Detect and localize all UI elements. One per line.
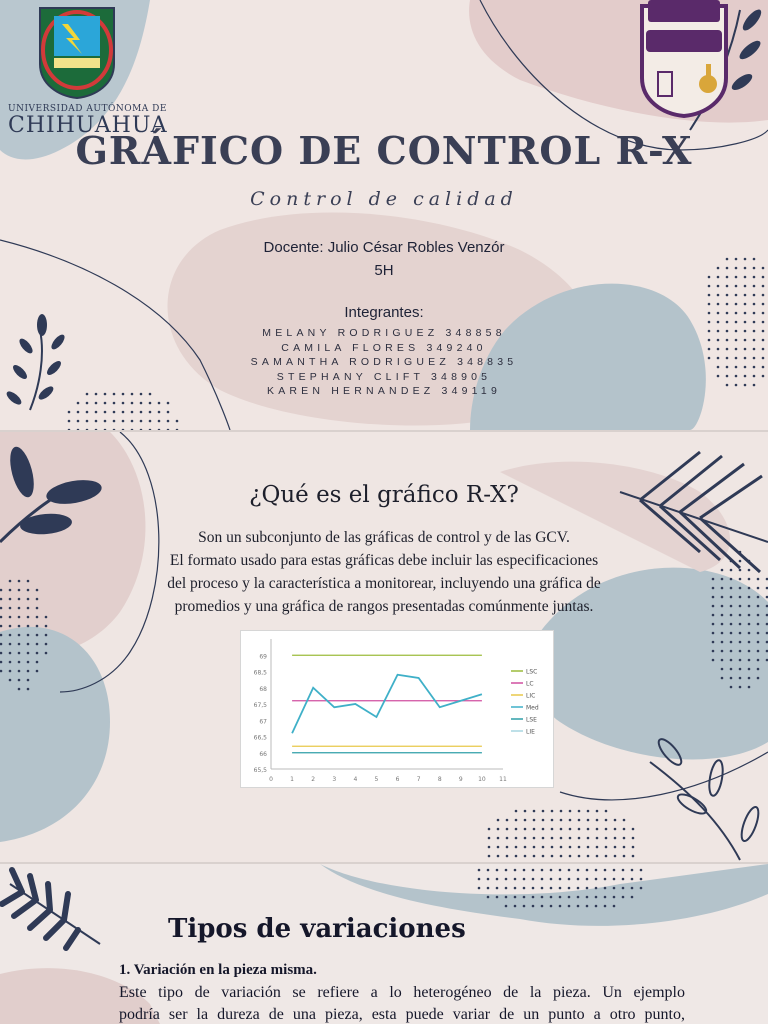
members-label: Integrantes:: [344, 304, 424, 321]
legend-label: LC: [526, 680, 534, 688]
slide-cover: [0, 0, 768, 430]
y-tick-label: 68,5: [253, 669, 267, 677]
x-tick-label: 0: [269, 776, 273, 783]
series-line-med: [292, 675, 482, 734]
definition-paragraph: [100, 526, 668, 618]
y-tick-label: 67,5: [253, 702, 267, 709]
paragraph-line: promedios y una gráfica de rangos presentadas comúnmente juntas.: [174, 598, 594, 615]
body-line: podría ser la dureza de una pieza, esta puede variar de un punto a otro punto,: [119, 1006, 685, 1023]
y-tick-label: 65,5: [253, 767, 267, 774]
control-chart: [240, 630, 554, 788]
x-tick-label: 10: [478, 776, 486, 783]
legend-label: LIE: [526, 728, 535, 736]
x-tick-label: 1: [290, 776, 295, 783]
legend-label: LSE: [526, 716, 537, 724]
paragraph-line: del proceso y la característica a monitorear, incluyendo una gráfica de: [167, 575, 601, 592]
uach-logo-icon: [36, 4, 118, 100]
member-name: STEPHANY CLIFT 348905: [276, 370, 492, 383]
y-tick-label: 67: [259, 718, 267, 726]
x-tick-label: 11: [499, 776, 507, 783]
x-tick-label: 4: [353, 776, 358, 783]
member-name: CAMILA FLORES 349240: [281, 341, 487, 354]
teacher-name: Docente: Julio César Robles Venzór: [263, 239, 505, 256]
slide-definition: [0, 432, 768, 862]
member-name: MELANY RODRIGUEZ 348858: [262, 327, 506, 339]
x-tick-label: 7: [416, 776, 421, 783]
paragraph-line: El formato usado para estas gráficas debe incluir las especificaciones: [169, 552, 599, 569]
variation-body: [119, 982, 685, 1024]
y-tick-label: 66,5: [253, 734, 267, 742]
section-heading: ¿Qué es el gráfico R-X?: [249, 482, 519, 508]
member-name: SAMANTHA RODRIGUEZ 348835: [250, 356, 518, 369]
x-tick-label: 6: [395, 776, 400, 783]
group-label: 5H: [374, 262, 394, 279]
y-tick-label: 66: [259, 750, 267, 758]
university-name: CHIHUAHUA: [8, 113, 168, 138]
section-heading: Tipos de variaciones: [168, 914, 466, 944]
members-list: [0, 326, 768, 399]
university-name-small: UNIVERSIDAD AUTÓNOMA DE: [8, 104, 167, 114]
y-tick-label: 69: [259, 653, 267, 661]
faculty-logo-icon: [636, 0, 732, 118]
x-tick-label: 3: [332, 776, 337, 783]
x-tick-label: 9: [458, 776, 463, 783]
control-chart-svg: [241, 631, 553, 787]
member-name: KAREN HERNANDEZ 349119: [266, 385, 501, 398]
x-tick-label: 5: [374, 776, 379, 783]
legend-label: LSC: [526, 668, 538, 676]
page-title: GRÁFICO DE CONTROL R-X: [75, 128, 693, 173]
slide-variations: [0, 864, 768, 1024]
legend-label: LIC: [526, 692, 536, 700]
subtitle: Control de calidad: [250, 188, 518, 210]
y-tick-label: 68: [259, 685, 267, 693]
legend-label: Med: [526, 704, 539, 712]
paragraph-line: Son un subconjunto de las gráficas de control y de las GCV.: [198, 529, 570, 546]
x-tick-label: 2: [311, 776, 316, 783]
body-line: Este tipo de variación se refiere a lo heterogéneo de la pieza. Un ejemplo: [119, 984, 685, 1001]
x-tick-label: 8: [437, 776, 442, 783]
variation-subheading: 1. Variación en la pieza misma.: [119, 962, 317, 978]
